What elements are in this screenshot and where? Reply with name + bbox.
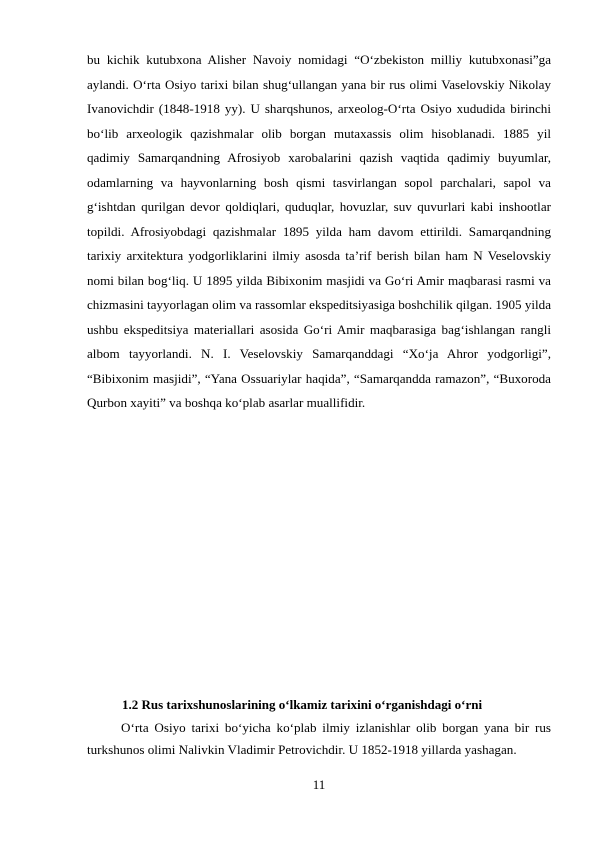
section-heading: 1.2 Rus tarixshunoslarining o‘lkamiz tarixini o‘rganishdagi o‘rni	[122, 697, 483, 712]
body-paragraph: bu kichik kutubxona Alisher Navoiy nomidagi “O‘zbekiston milliy kutubxonasi”ga aylandi. O‘rta Osiyo tarixi bilan shug‘ullangan yana bir rus olimi Vaselovskiy Nikolay Ivanovichdir (1848-1918 yy). U sharqshunos, arxeolog-O‘rta Osiyo xududida birinchi bo‘lib arxeologik qazishmalar olib borgan mutaxassis olim hisoblanadi. 1885 yil qadimiy Samarqandning Afrosiyob xarobalarini qazish vaqtida qadimiy buyumlar, odamlarning va hayvonlarning bosh qismi tasvirlangan sopol parchalari, sapol va g‘ishtdan qurilgan devor qoldiqlari, quduqlar, hovuzlar, suv quvurlari kabi inshootlar topildi. Afrosiyobdagi qazishmalar 1895 yilda ham davom ettirildi. Samarqandning tarixiy arxitektura yodgorliklarini ilmiy asosda ta’rif berish bilan ham N Veselovskiy nomi bilan bog‘liq. U 1895 yilda Bibixonim masjidi va Go‘ri Amir maqbarasi rasmi va chizmasini tayyorlagan olim va rassomlar ekspeditsiyasiga boshchilik qilgan. 1905 yilda ushbu ekspeditsiya materiallari asosida Go‘ri Amir maqbarasiga bag‘ishlangan rangli albom tayyorlandi. N. I. Veselovskiy Samarqanddagi “Xo‘ja Ahror yodgorligi”, “Bibixonim masjidi”, “Yana Ossuariylar haqida”, “Samarqandda ramazon”, “Buxoroda Qurbon xayiti” va boshqa ko‘plab asarlar muallifidir.	[87, 52, 552, 410]
section-paragraph: O‘rta Osiyo tarixi bo‘yicha ko‘plab ilmiy izlanishlar olib borgan yana bir rus turkshunos olimi Nalivkin Vladimir Petrovichdir. U 1852-1918 yillarda yashagan.	[87, 720, 551, 757]
page-number: 11	[312, 777, 326, 792]
